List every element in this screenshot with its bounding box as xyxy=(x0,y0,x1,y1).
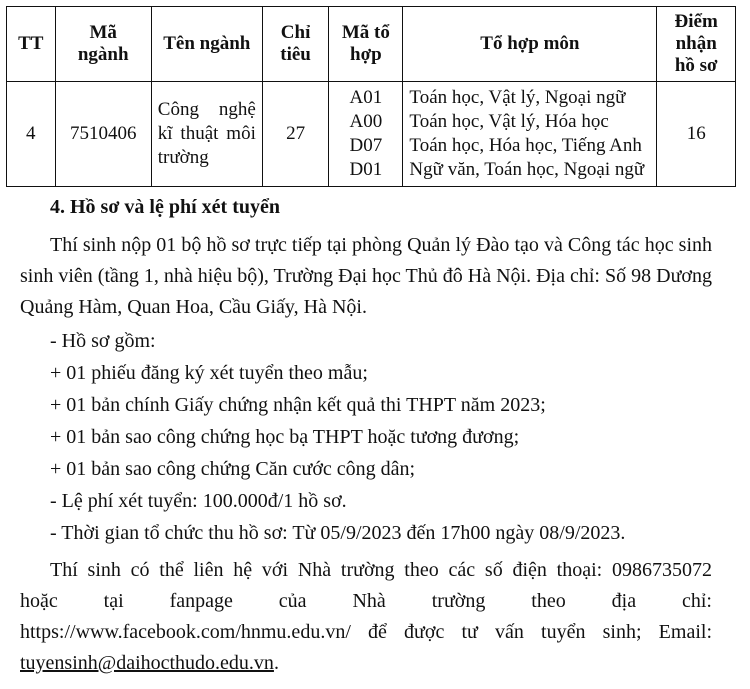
subject-combo: Ngữ văn, Toán học, Ngoại ngữ xyxy=(409,159,645,180)
subject-combo: Toán học, Hóa học, Tiếng Anh xyxy=(409,135,642,156)
subject-combo: Toán học, Vật lý, Ngoại ngữ xyxy=(409,87,626,108)
header-name: Tên ngành xyxy=(151,7,262,82)
list-item: + 01 phiếu đăng ký xét tuyển theo mẫu; xyxy=(50,362,368,384)
intro-paragraph xyxy=(20,230,712,323)
cell-tt: 4 xyxy=(7,82,56,187)
header-subjects: Tổ hợp môn xyxy=(403,7,657,82)
list-item: - Lệ phí xét tuyển: 100.000đ/1 hồ sơ. xyxy=(50,490,347,512)
list-item: - Thời gian tổ chức thu hồ sơ: Từ 05/9/2023 đến 17h00 ngày 08/9/2023. xyxy=(50,522,626,544)
header-quota xyxy=(262,7,328,82)
table-header-row xyxy=(7,7,736,82)
header-combo xyxy=(329,7,403,82)
contact-text: Thí sinh có thể liên hệ với Nhà trường theo các số điện thoại: 0986735072 xyxy=(50,559,712,581)
header-score xyxy=(657,7,736,82)
header-code-line: ngành xyxy=(77,44,129,65)
header-code-line: Mã xyxy=(89,22,117,43)
header-code xyxy=(55,7,151,82)
combo-code: D01 xyxy=(349,159,383,180)
combo-code: A00 xyxy=(349,111,383,132)
email-line xyxy=(20,648,712,679)
header-quota-line: tiêu xyxy=(280,44,311,65)
header-score-line: nhận xyxy=(675,33,717,54)
cell-quota: 27 xyxy=(262,82,328,187)
combo-code: D07 xyxy=(349,135,383,156)
header-quota-line: Chỉ xyxy=(280,22,311,43)
major-name: Công nghệ kĩ thuật môi trường xyxy=(157,99,256,168)
email-suffix: . xyxy=(273,652,279,674)
contact-line xyxy=(20,555,712,586)
requirements-list xyxy=(50,325,625,549)
cell-combos xyxy=(329,82,403,187)
intro-text: Thí sinh nộp 01 bộ hồ sơ trực tiếp tại phòng Quản lý Đào tạo và Công tác học sinh sinh viên (tầng 1, nhà hiệu bộ), Trường Đại học Thủ đô Hà Nội. Địa chỉ: Số 98 Dương Quảng Hàm, Quan Hoa, Cầu Giấy, Hà Nội. xyxy=(20,234,712,318)
section-title: 4. Hồ sơ và lệ phí xét tuyển xyxy=(50,196,280,218)
cell-subjects xyxy=(403,82,657,187)
header-combo-line: hợp xyxy=(350,44,382,65)
list-item: + 01 bản sao công chứng học bạ THPT hoặc tương đương; xyxy=(50,426,520,448)
header-score-line: hồ sơ xyxy=(674,55,718,76)
table-row xyxy=(7,82,736,187)
combo-code: A01 xyxy=(349,87,383,108)
contact-line: hoặc tại fanpage của Nhà trường theo địa chỉ: xyxy=(20,590,712,612)
list-item: + 01 bản sao công chứng Căn cước công dân; xyxy=(50,458,416,480)
cell-name xyxy=(151,82,262,187)
cell-code: 7510406 xyxy=(55,82,151,187)
email-link[interactable]: tuyensinh@daihocthudo.edu.vn xyxy=(20,652,274,674)
header-score-line: Điểm xyxy=(674,11,718,32)
list-item: + 01 bản chính Giấy chứng nhận kết quả thi THPT năm 2023; xyxy=(50,394,546,416)
contact-line: https://www.facebook.com/hnmu.edu.vn/ để được tư vấn tuyển sinh; Email: xyxy=(20,621,712,643)
admission-table xyxy=(6,6,736,187)
cell-score: 16 xyxy=(657,82,736,187)
subject-combo: Toán học, Vật lý, Hóa học xyxy=(409,111,609,132)
contact-paragraph xyxy=(20,555,712,679)
list-item: - Hồ sơ gồm: xyxy=(50,330,156,352)
header-combo-line: Mã tổ xyxy=(341,22,390,43)
header-tt: TT xyxy=(7,7,56,82)
